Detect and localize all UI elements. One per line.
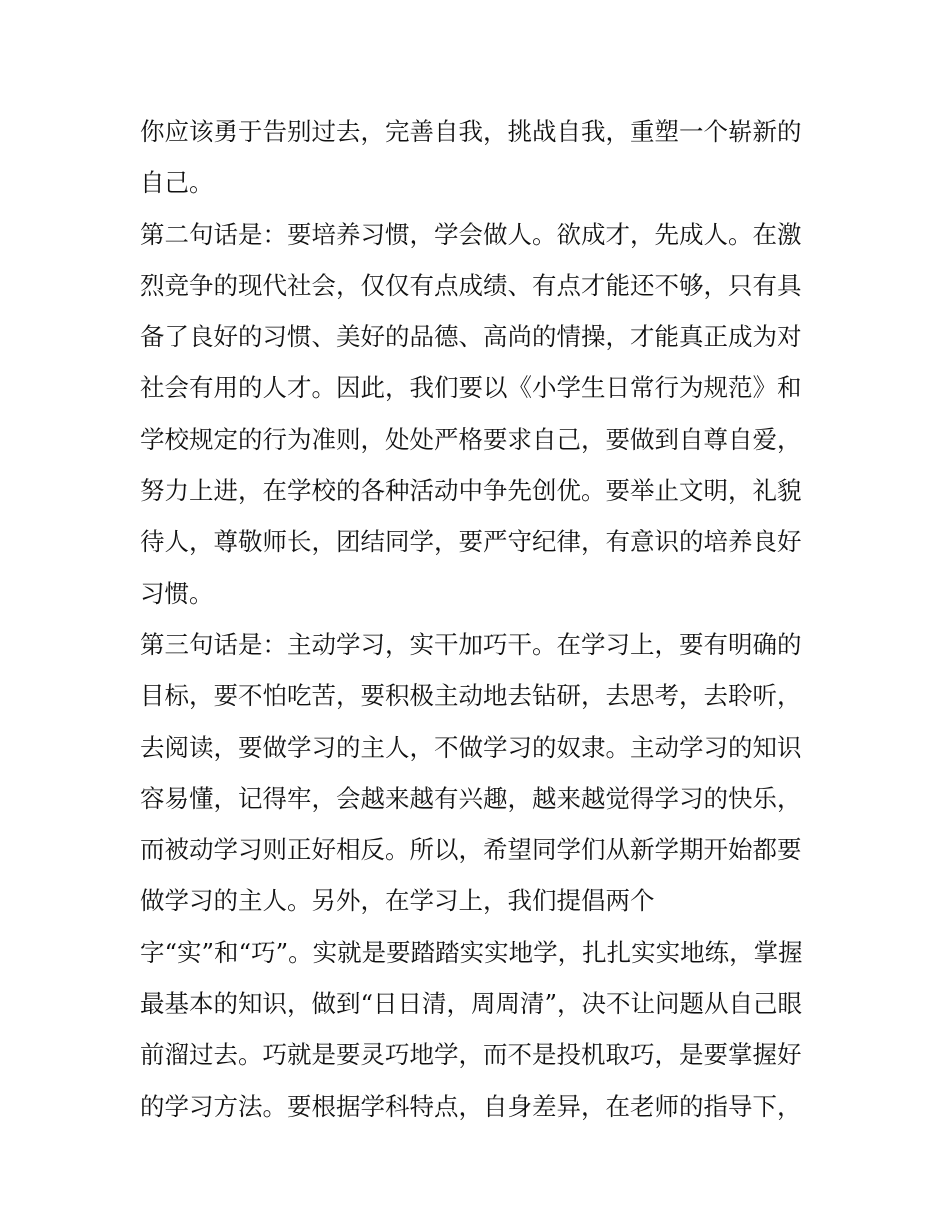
- body-text: [140, 106, 840, 1132]
- text-line: 而被动学习则正好相反。所以，希望同学们从新学期开始都要: [140, 835, 802, 865]
- text-line: 容易懂，记得牢，会越来越有兴趣，越来越觉得学习的快乐，: [140, 783, 802, 813]
- text-line: 烈竞争的现代社会，仅仅有点成绩、有点才能还不够，只有具: [140, 270, 802, 300]
- text-line: 目标，要不怕吃苦，要积极主动地去钻研，去思考，去聆听，: [140, 681, 802, 711]
- text-line: 备了良好的习惯、美好的品德、高尚的情操，才能真正成为对: [140, 322, 802, 352]
- text-line: 第三句话是：主动学习，实干加巧干。在学习上，要有明确的: [140, 629, 802, 659]
- text-line: 前溜过去。巧就是要灵巧地学，而不是投机取巧，是要掌握好: [140, 1040, 802, 1070]
- text-line: 去阅读，要做学习的主人，不做学习的奴隶。主动学习的知识: [140, 732, 802, 762]
- text-line: 第二句话是：要培养习惯，学会做人。欲成才，先成人。在激: [140, 219, 802, 249]
- text-line: 自己。: [140, 168, 214, 198]
- text-line: 字“实”和“巧”。实就是要踏踏实实地学，扎扎实实地练，掌握: [140, 937, 803, 967]
- text-line: 社会有用的人才。因此，我们要以《小学生日常行为规范》和: [140, 373, 802, 403]
- text-line: 努力上进，在学校的各种活动中争先创优。要举止文明，礼貌: [140, 476, 802, 506]
- text-line: 待人，尊敬师长，团结同学，要严守纪律，有意识的培养良好: [140, 527, 802, 557]
- text-line: 做学习的主人。另外，在学习上，我们提倡两个: [140, 886, 655, 916]
- text-line: 最基本的知识，做到“日日清，周周清”，决不让问题从自己眼: [140, 989, 803, 1019]
- text-line: 的学习方法。要根据学科特点，自身差异，在老师的指导下，: [140, 1091, 802, 1121]
- text-line: 学校规定的行为准则，处处严格要求自己，要做到自尊自爱，: [140, 424, 802, 454]
- text-line: 习惯。: [140, 578, 214, 608]
- text-line: 你应该勇于告别过去，完善自我，挑战自我，重塑一个崭新的: [140, 117, 802, 146]
